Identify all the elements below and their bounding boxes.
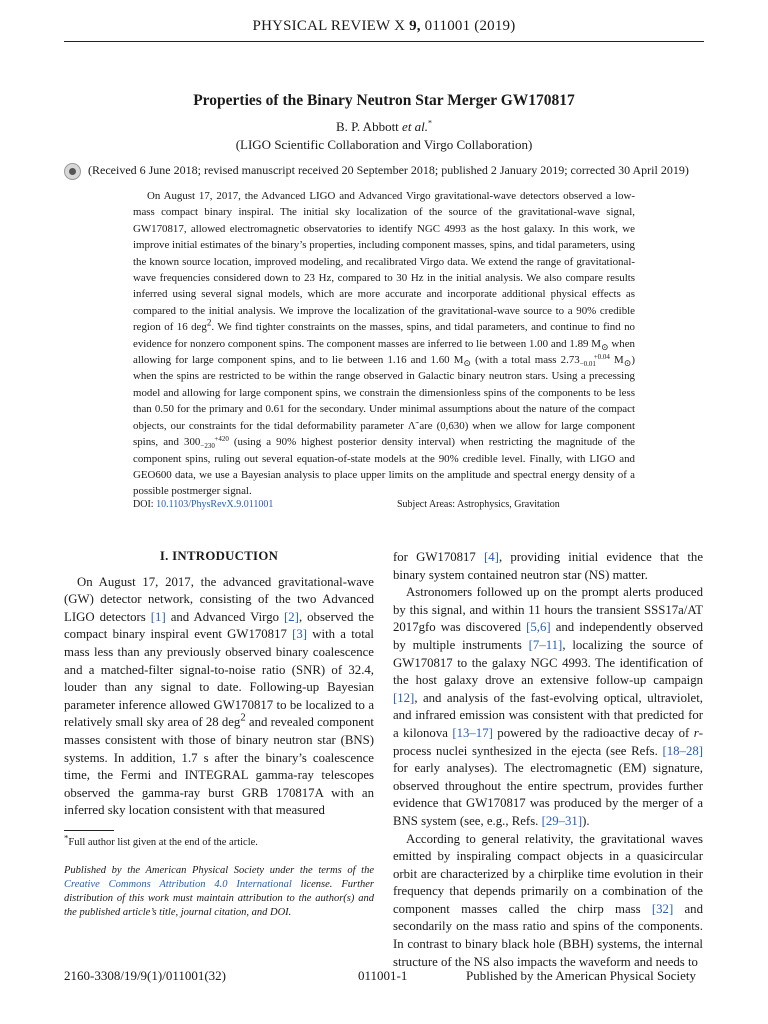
intro-paragraph-2: Astronomers followed up on the prompt alerts produced by this signal, and within 11 hours the transient SSS17a/AT 2017gfo was discovered [5,6] and independently observed by multiple instruments [7–11], localizing the source of GW170817 to the galaxy NGC 4993. The identification of the host galaxy drove an extensive follow-up campaign [12], and analysis of the fast-evolving optical, ultraviolet, and infrared emission was consistent with that predicted for a kilonova [13–17] powered by the radioactive decay of r-process nuclei synthesized in the ejecta (see Refs. [18–28] for early analyses). The electromagnetic (EM) signature, observed throughout the entire spectrum, provides further evidence that GW170817 was produced by the merger of a BNS system (see, e.g., Refs. [29–31]).: [393, 585, 703, 828]
footnote-text: Full author list given at the end of the article.: [68, 837, 258, 848]
header-rule: [64, 41, 704, 42]
citation-link[interactable]: [13–17]: [452, 725, 493, 740]
intro-paragraph-3: According to general relativity, the gravitational waves emitted by inspiraling compact objects in a quasicircular orbit are characterized by a chirplike time evolution in their frequency that depends primarily on a combination of the component masses called the chirp mass [32] and secondarily on the mass ratio and spins of the components. In contrast to binary black hole (BBH) systems, the internal structure of the NS also impacts the waveform and needs to: [393, 831, 703, 969]
citation-link[interactable]: [18–28]: [662, 743, 703, 758]
intro-paragraph-1: On August 17, 2017, the advanced gravitational-wave (GW) detector network, consisting of the two Advanced LIGO detectors [1] and Advanced Virgo [2], observed the compact binary inspiral event GW170817 [3] with a total mass less than any previously observed binary coalescence and a matched-filter signal-to-noise ratio (SNR) of 32.4, louder than any signal to date. Following-up Bayesian parameter inference allowed GW170817 to be localized to a relatively small sky area of 28 deg$^2$ and revealed component masses consistent with those of binary neutron star (BNS) systems. In addition, 1.7 s after the binary’s coalescence time, the Fermi and INTEGRAL gamma-ray telescopes observed the gamma-ray burst GRB 170817A with an inferred sky location consistent with that measured: [64, 574, 374, 818]
citation-link[interactable]: [1]: [150, 609, 166, 624]
right-column: [393, 549, 703, 971]
footer-issn: 2160-3308/19/9(1)/011001(32): [64, 968, 226, 983]
subject-value: Astrophysics, Gravitation: [457, 499, 560, 510]
doi-link[interactable]: 10.1103/PhysRevX.9.011001: [156, 499, 274, 510]
author-footnote-marker[interactable]: *: [428, 118, 433, 128]
author-line: [0, 119, 768, 135]
collaboration: (LIGO Scientific Collaboration and Virgo Collaboration): [235, 137, 533, 152]
footnote-marker: *: [64, 832, 69, 843]
subject-label: Subject Areas:: [397, 499, 456, 510]
citation-link[interactable]: [4]: [484, 550, 499, 564]
footer-publisher: Published by the American Physical Society: [466, 968, 696, 983]
article-title: Properties of the Binary Neutron Star Merger GW170817: [193, 92, 575, 109]
abstract: On August 17, 2017, the Advanced LIGO and Advanced Virgo gravitational-wave detectors observed a low-mass compact binary inspiral. The initial sky localization of the source of the gravitational-wave signal, GW170817, allowed electromagnetic observatories to identify NGC 4993 as the host galaxy. In this work, we improve initial estimates of the binary’s properties, including component masses, spins, and tidal parameters, using the known source location, improved modeling, and recalibrated Virgo data. We extend the range of gravitational-wave frequencies considered down to 23 Hz, compared to 30 Hz in the initial analysis. We also compare results inferred using several signal models, which are more accurate and incorporate additional physical effects as compared to the initial analysis. We improve the localization of the gravitational-wave source to a 90% credible region of 16 deg$^2$. We find tighter constraints on the masses, spins, and tidal parameters, and continue to find no evidence for nonzero component spins. The component masses are inferred to lie between 1.00 and 1.89 $M_⊙$ when allowing for large component spins, and to lie between 1.16 and 1.60 $M_⊙$ (with a total mass 2.73 +0.04 −0.01 $M_⊙$) when the spins are restricted to be within the range observed in Galactic binary neutron stars. Using a precessing model and allowing for large component spins, we constrain the dimensionless spins of the components to be less than 0.50 for the primary and 0.61 for the secondary. Under minimal assumptions about the nature of the compact objects, our constraints for the tidal deformability parameter Λ̃ are (0,630) when we allow for large component spins, and 300 +420 −230 (using a 90% highest posterior density interval) when restricting the magnitude of the component spins, ruling out several equation-of-state models at the 90% credible level. Finally, with LIGO and GEO600 data, we use a Bayesian analysis to place upper limits on the amplitude and spectral energy density of a possible postmerger signal.: [133, 190, 636, 498]
journal-citation: 011001 (2019): [424, 18, 516, 34]
left-column: [64, 548, 374, 820]
citation-link[interactable]: [12]: [393, 690, 415, 705]
citation-link[interactable]: [7–11]: [528, 637, 563, 652]
intro-paragraph-1-cont: for GW170817 [4], providing initial evidence that the binary system contained neutron star (NS) matter.: [393, 550, 703, 582]
journal-header: [0, 18, 768, 35]
license-note: Published by the American Physical Society under the terms of the Creative Commons Attribution 4.0 International license. Further distribution of this work must maintain attribution to the author(s) and the published article’s title, journal citation, and DOI.: [64, 865, 374, 918]
citation-link[interactable]: [32]: [651, 901, 674, 916]
citation-link[interactable]: [29–31]: [541, 813, 583, 828]
section-heading: I. INTRODUCTION: [159, 549, 279, 563]
license-link[interactable]: Creative Commons Attribution 4.0 International: [64, 879, 292, 890]
citation-link[interactable]: [5,6]: [526, 620, 551, 635]
publication-history: (Received 6 June 2018; revised manuscript received 20 September 2018; published 2 January 2019; corrected 30 April 2019): [88, 163, 689, 177]
journal-name: PHYSICAL REVIEW X: [252, 18, 406, 34]
author-etal[interactable]: et al.: [402, 119, 429, 134]
footnote-rule: [64, 830, 114, 831]
doi: [133, 499, 273, 510]
journal-volume: 9,: [409, 18, 421, 34]
footer-page-number: 011001-1: [358, 968, 408, 983]
subject-areas: [397, 499, 560, 510]
author-footnote: [64, 832, 374, 850]
citation-link[interactable]: [3]: [292, 627, 308, 642]
author-name: B. P. Abbott: [335, 119, 399, 134]
citation-link[interactable]: [2]: [284, 609, 299, 624]
check-for-updates-icon[interactable]: [64, 163, 81, 180]
doi-label: DOI:: [133, 499, 154, 510]
